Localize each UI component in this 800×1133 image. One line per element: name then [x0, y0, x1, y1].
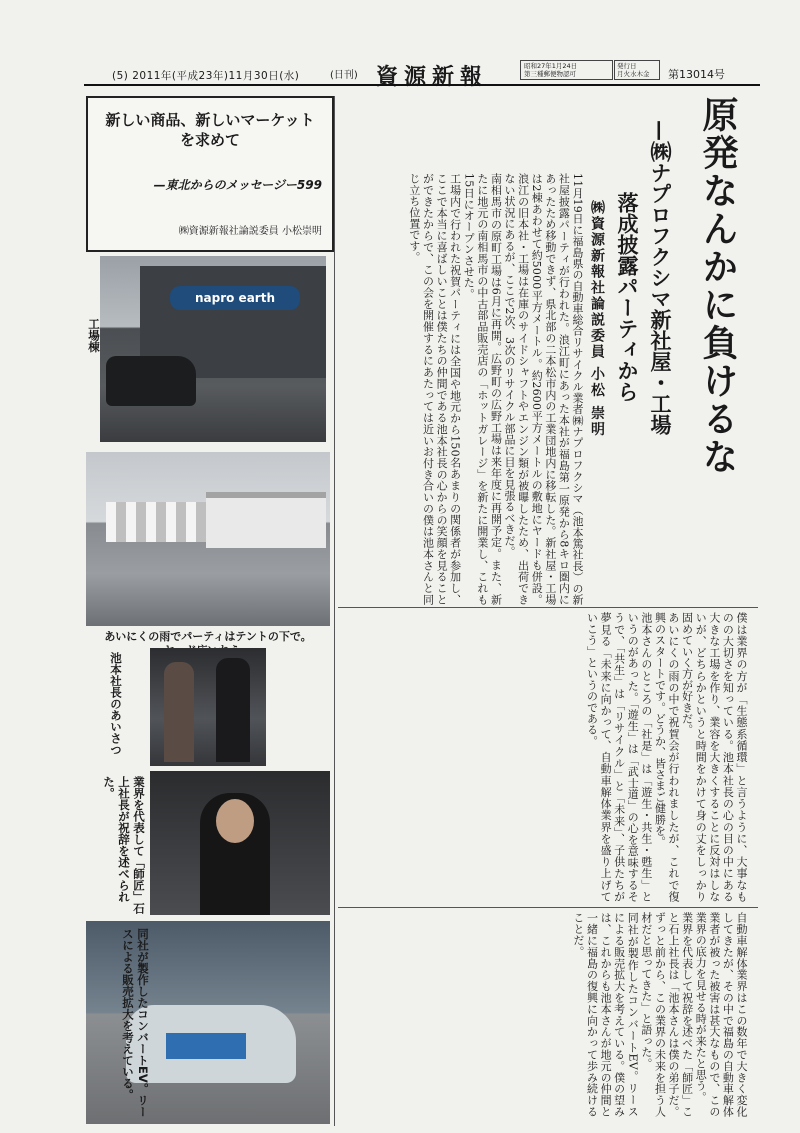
feature-title: [98, 110, 322, 150]
column-divider: [338, 607, 758, 608]
parked-car: [106, 356, 196, 406]
subhead-second: 落成披露パーティから: [615, 192, 640, 402]
factory-photo: [100, 256, 326, 442]
article-column-2: [338, 612, 748, 902]
article-paragraph: 南相馬市の原町工場は6月に再開。広野町の広野工場は来年度に再開予定。また、新たに地元の南相馬市の中古部品販売店の「ホットガレージ」を新たに開業し、これも15日にオープンさせた。: [462, 173, 503, 605]
article-paragraph: 工場内で行われた祝賀パーティには全国や地元から150名あまりの関係者が参加し、ここで本当に喜ばしいことは僕たちの仲間である池本社長の心からの笑顔を見ることができたからで、この会を開催するにあたっては近いお付き合いの僕は池本さんと同じ立ち位置です。: [407, 173, 462, 605]
issue-days-label: 発行日: [617, 62, 637, 70]
feature-title-line-1: 新しい商品、新しいマーケット: [105, 111, 315, 129]
issue-days-value: 月火水木金: [617, 70, 650, 78]
headline: 原発なんかに負けるな: [697, 96, 739, 476]
party-tent-photo: [86, 452, 330, 626]
postal-license: [520, 60, 613, 80]
feature-byline: ㈱資源新報社論説委員 小松崇明: [178, 226, 322, 237]
president-greeting-photo: [150, 648, 266, 766]
publication-frequency: (日刊): [330, 70, 358, 81]
party-caption-line-1: あいにくの雨でパーティはテントの下で。: [104, 630, 312, 643]
factory-sign: napro earth: [170, 286, 300, 310]
byline: ㈱資源新報社論説委員 小松 崇明: [589, 200, 605, 438]
feature-title-line-2: を求めて: [179, 131, 240, 149]
postal-license-type: 第三種郵便物認可: [524, 70, 576, 78]
person: [164, 662, 194, 762]
person: [216, 658, 250, 762]
issue-date: (5) 2011年(平成23年)11月30日(水): [112, 70, 300, 82]
subhead: —㈱ナプロフクシマ新社屋・工場: [648, 120, 673, 435]
article-paragraph: 僕は業界の方が「生態系循環」と言うように、大事なものの大切さを知っている。池本社長の心の目の中にある大きな工場を作り、業容を大きくすることに反対はしないが、どちらかというと時間をかけて身の丈をしっかり固めていく方が好きだ。: [680, 612, 748, 902]
speech-caption: 業界を代表して「師匠」石上社長が祝辞を述べられた。: [102, 776, 146, 914]
ev-livery: [166, 1033, 246, 1059]
factory-caption: 工場棟: [87, 318, 101, 353]
article-column-1: [338, 173, 584, 605]
article-paragraph: 業界を代表して祝辞を述べた「師匠」こと石上社長は「池本さんは僕の弟子だ。ずっと前から、この業界の未来を担う人材だと思ってきた」と語った。: [639, 912, 694, 1117]
president-caption: 池本社長のあいさつ: [109, 652, 123, 756]
speech-photo: [150, 771, 330, 915]
feature-box: [86, 96, 334, 252]
masthead: [0, 0, 800, 90]
paper-name: 資源新報: [376, 64, 489, 90]
section-divider: [334, 96, 335, 1126]
article-column-3: [338, 912, 748, 1117]
article-paragraph: 池本さんのところの「社是」は「遊生・共生・甦生」というのがあった。「遊生」は「武士道」の心を意味するそうで、「共生」は「リサイクル」と「未来」、子供たちが夢見る「未来に向かって、自動車解体業界を盛り上げていこう」というのである。: [585, 612, 653, 902]
article-paragraph: 自動車解体業界はこの数年で大きく変化してきたが、その中で福島の自動車解体業者が被った被害は甚大なもので、この業界の底力を見せる時が来たと思う。: [694, 912, 748, 1117]
issue-number: 第13014号: [668, 68, 725, 81]
issue-days: [614, 60, 660, 80]
tent: [206, 492, 326, 548]
article-paragraph: 11月19日に福島県の自動車総合リサイクル業者㈱ナプロフクシマ（池本篤社長）の新社屋披露パーティが行われた。浪江町にあった本社が福島第一原発から8キロ圏内にあったため移動できず、県北部の二本松市内の工業団地内に移転した。新社屋・工場は2棟あわせて約5000平方メートル。約2600平方メートルの敷地にヤードも併設。浪江の旧本社・工場は在庫のサイドシャフトやエンジン類が被曝したため、出荷できない状況にあるが、ここで2次、3次のリサイクル部品に目を見張るべきだ。: [503, 173, 584, 605]
speaker-face: [216, 799, 254, 843]
postal-license-date: 昭和27年1月24日: [524, 62, 578, 70]
feature-subtitle: —東北からのメッセージー599: [153, 178, 322, 192]
column-divider: [338, 907, 758, 908]
article-paragraph: 同社が製作したコンバートEV。リースによる販売拡大を考えている。僕の望みは、これからも池本さんが地元の仲間と一緒に福島の復興に向かって歩み続けることだ。: [571, 912, 640, 1117]
masthead-rule: [84, 84, 760, 86]
article-paragraph: あいにくの雨の中で祝賀会が行われましたが、これで復興のスタートです。どうか、皆さまご健勝を。: [653, 612, 681, 902]
ev-caption: 同社が製作したコンバートEV。リースによる販売拡大を考えている。: [121, 928, 150, 1118]
